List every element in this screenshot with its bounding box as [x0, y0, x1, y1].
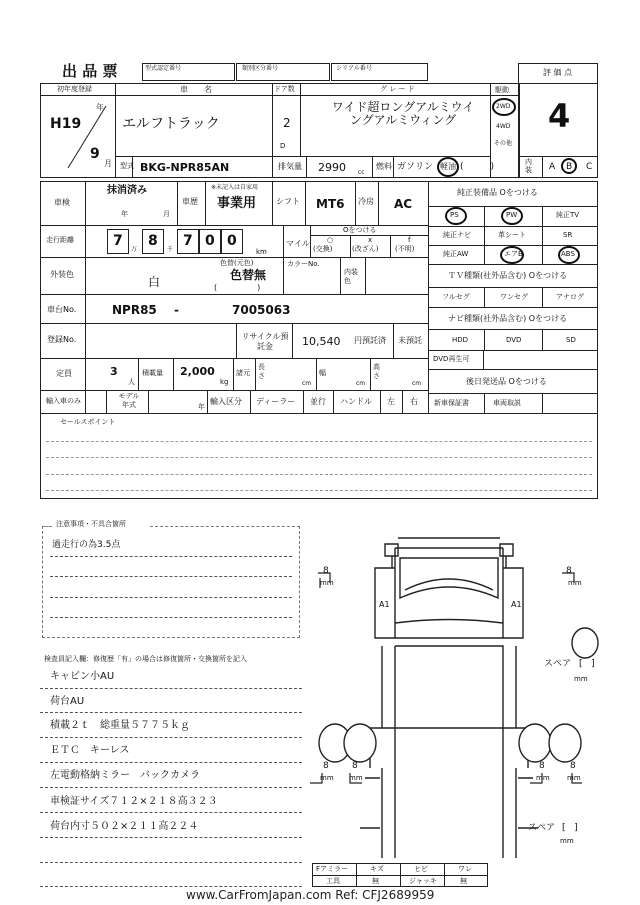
mark-a1-right: A1: [511, 600, 522, 609]
chassis-label: 車台No.: [47, 305, 77, 314]
month-value: 9: [90, 146, 100, 162]
name-label: 車 名: [180, 85, 212, 94]
form-title: 出 品 票: [62, 62, 118, 80]
dvd-play: DVD再生可: [433, 355, 470, 363]
inspector-item-4: ＥＴＣ キーレス: [50, 745, 130, 756]
vehicle-name: エルフトラック: [122, 116, 220, 132]
tire-rear-left-1: 8: [323, 761, 329, 771]
drive-4wd: 4WD: [496, 123, 511, 130]
tv-fullseg: フルセグ: [442, 293, 470, 301]
fuel-diesel: 軽油: [440, 162, 456, 171]
interior-label: 内装: [525, 158, 532, 174]
import-parallel: 並行: [310, 397, 326, 406]
spare-rear-label: スペア: [528, 823, 556, 833]
score-label: 評 価 点: [543, 68, 573, 77]
truck-diagram: [310, 528, 600, 858]
interior-color-label: 内装色: [344, 268, 358, 285]
mileage-exchange: (交換): [313, 245, 333, 253]
history-label: 車歴: [182, 197, 198, 206]
navi-sd: SD: [566, 336, 576, 344]
navi-hdd: HDD: [452, 336, 469, 344]
chassis-number: 7005063: [232, 303, 291, 317]
drive-other: その他: [494, 140, 513, 147]
capacity-label: 定員: [56, 369, 72, 378]
fuel-label: 燃料: [376, 162, 392, 171]
tv-title: ＴＶ種類(社外品含む) Oをつける: [448, 271, 568, 280]
equip-leather: 革シート: [498, 231, 526, 239]
mileage-digit-2: 8: [148, 233, 158, 249]
interior-a: A: [549, 162, 556, 172]
drive-label: 駆動: [495, 86, 509, 94]
inspector-item-3: 積載２ｔ 総重量５７７５ｋｇ: [50, 720, 190, 731]
notes-label: 注意事項・不具合箇所: [56, 520, 126, 528]
chassis-prefix: NPR85: [112, 303, 157, 317]
handle-right: 右: [410, 397, 418, 406]
navi-dvd: DVD: [506, 336, 522, 344]
history-note: ※未記入は自家用: [211, 184, 259, 191]
inspection-label: 車検: [54, 198, 70, 207]
drive-2wd: 2WD: [496, 103, 511, 110]
model-year-label: モデル年式: [118, 392, 140, 409]
tire-rear-right-1: 8: [539, 761, 545, 771]
sales-point-label: セールスポイント: [60, 418, 116, 426]
inspection-value: 抹消済み: [107, 185, 147, 196]
color-change-value: 色替無: [230, 268, 267, 282]
color-label: 外装色: [50, 270, 74, 279]
handle-label: ハンドル: [340, 397, 372, 406]
equip-navi: 純正ナビ: [443, 231, 471, 239]
mark-a1-left: A1: [379, 600, 390, 609]
equip-abs: ABS: [561, 250, 575, 258]
tire-front-left: 8: [323, 566, 329, 576]
history-value: 事業用: [217, 196, 257, 211]
recycle-label: リサイクル預託金: [241, 332, 289, 351]
color-no-label: カラーNo.: [287, 260, 320, 268]
date-slash: [62, 102, 112, 172]
load-value: 2,000: [180, 365, 215, 378]
later-manual: 車両取説: [493, 399, 521, 407]
category-label: 類別区分番号: [242, 65, 279, 72]
displacement-label: 排気量: [278, 162, 302, 171]
fuel-gasoline: ガソリン: [397, 162, 434, 172]
tv-analog: アナログ: [556, 293, 584, 301]
handle-left: 左: [387, 397, 395, 406]
year-value: H19: [50, 116, 82, 132]
footer-reference: www.CarFromJapan.com Ref: CFJ2689959: [186, 888, 435, 902]
ac-value: AC: [394, 197, 413, 211]
navi-title: ナビ種類(社外品含む) Oをつける: [448, 314, 568, 323]
equip-tv: 純正TV: [556, 211, 580, 219]
shift-value: MT6: [316, 197, 345, 211]
equip-airbag: エアB: [504, 250, 523, 258]
import-dealer: ディーラー: [256, 397, 296, 406]
model-value: BKG-NPR85AN: [140, 161, 230, 174]
model-label: 型式: [120, 162, 134, 170]
doors-value: 2: [283, 116, 291, 130]
mile-label: マイル: [286, 239, 310, 248]
tire-rear-right-2: 8: [570, 761, 576, 771]
recycle-value: 10,540: [302, 335, 341, 348]
mileage-digit-4: 0: [205, 233, 215, 249]
import-channel-label: 輸入区分: [210, 397, 242, 406]
equip-sr: SR: [563, 231, 573, 239]
recycle-unpaid: 未預託: [398, 336, 422, 345]
dims-label: 諸元: [236, 369, 250, 377]
equip-ps: PS: [450, 211, 459, 219]
inspector-item-7: 荷台内寸５０２×２１１高２２４: [50, 821, 199, 832]
model-cert-label: 型式認定番号: [145, 65, 182, 72]
notes-line-1: 過走行の為3.5点: [52, 540, 121, 550]
equipment-title: 純正装備品 Oをつける: [457, 188, 538, 197]
import-label: 輸入車のみ: [46, 397, 81, 405]
tire-rear-left-2: 8: [352, 761, 358, 771]
inspector-item-1: キャビン小AU: [50, 671, 115, 682]
first-reg-label: 初年度登録: [57, 85, 92, 93]
score-value: 4: [548, 97, 571, 135]
grade-value: ワイド超ロングアルミウイングアルミウィング: [331, 100, 475, 127]
mileage-unknown: (不明): [395, 245, 415, 253]
equip-aw: 純正AW: [443, 250, 469, 258]
tire-front-right: 8: [566, 566, 572, 576]
inspector-item-6: 車検証サイズ７１２×２１８高３２３: [50, 796, 218, 807]
doors-label: ドア数: [274, 85, 295, 93]
inspector-item-5: 左電動格納ミラー バックカメラ: [50, 770, 200, 781]
inspector-label: 検査員記入欄：修復歴「有」の場合は修復箇所・交換箇所を記入: [44, 655, 247, 663]
mileage-digit-1: 7: [113, 233, 123, 249]
spare-front-label: スペア: [544, 659, 572, 669]
mileage-circle-note: Oをつける: [343, 226, 377, 234]
front-right-spare-wheel: [572, 628, 598, 658]
shift-label: シフト: [276, 197, 300, 206]
interior-c: C: [586, 162, 593, 172]
mileage-digit-3: 7: [183, 233, 193, 249]
displacement-value: 2990: [318, 161, 346, 174]
inspector-item-2: 荷台AU: [50, 696, 85, 707]
tv-oneseg: ワンセグ: [500, 293, 528, 301]
later-warranty: 新車保証書: [434, 399, 469, 407]
mileage-digit-5: 0: [227, 233, 237, 249]
interior-b: B: [566, 162, 573, 172]
capacity-value: 3: [110, 365, 118, 378]
registration-label: 登録No.: [47, 335, 77, 344]
grade-label: グ レ ー ド: [380, 85, 415, 93]
ac-label: 冷房: [358, 197, 374, 206]
mileage-tampered: (改ざん): [352, 245, 379, 253]
later-title: 後日発送品 Oをつける: [466, 377, 547, 386]
load-label: 積載量: [142, 369, 163, 377]
serial-label: シリアル番号: [336, 65, 372, 72]
color-change-label: 色替(元色): [220, 259, 254, 267]
color-value: 白: [148, 275, 161, 289]
mileage-label: 走行距離: [46, 236, 74, 244]
equip-pw: PW: [506, 211, 518, 219]
